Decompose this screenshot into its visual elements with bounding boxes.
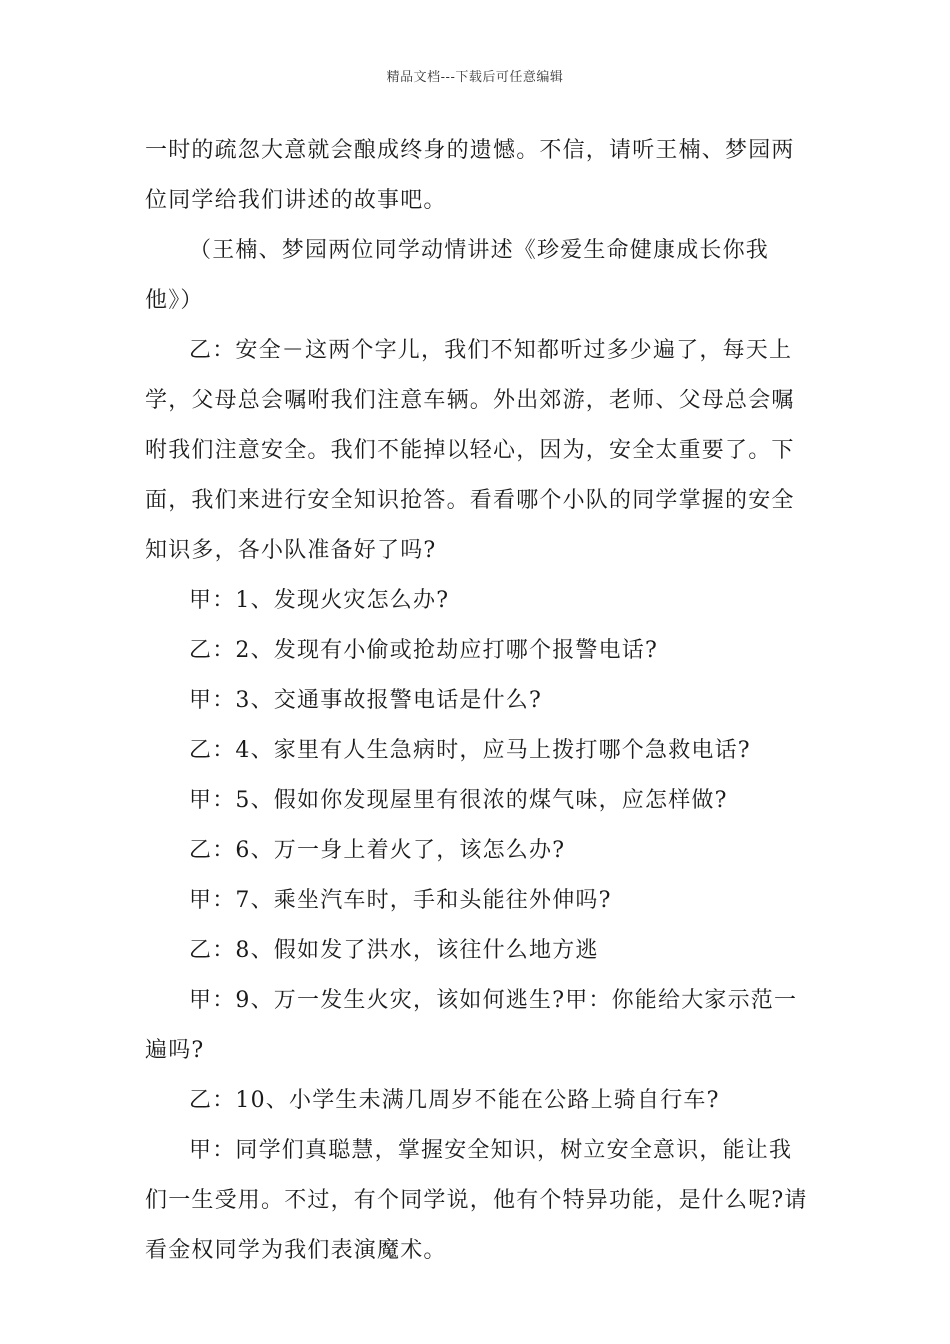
paragraph-question-2: 乙：2、发现有小偷或抢劫应打哪个报警电话? <box>189 638 658 663</box>
paragraph-question-1: 甲：1、发现火灾怎么办? <box>189 588 450 613</box>
document-body <box>145 126 810 1276</box>
page-header: 精品文档---下载后可任意编辑 <box>386 70 564 85</box>
paragraph-closing: 甲：同学们真聪慧，掌握安全知识，树立安全意识，能让我们一生受用。不过，有个同学说，他有个特异功能，是什么呢?请看金权同学为我们表演魔术。 <box>145 1138 808 1263</box>
paragraph-question-6: 乙：6、万一身上着火了，该怎么办? <box>189 838 566 863</box>
paragraph-question-7: 甲：7、乘坐汽车时，手和头能往外伸吗? <box>189 888 612 913</box>
paragraph-question-10: 乙：10、小学生未满几周岁不能在公路上骑自行车? <box>189 1088 720 1113</box>
paragraph-question-3: 甲：3、交通事故报警电话是什么? <box>189 688 542 713</box>
paragraph-question-4: 乙：4、家里有人生急病时，应马上拨打哪个急救电话? <box>189 738 751 763</box>
paragraph-question-5: 甲：5、假如你发现屋里有很浓的煤气味，应怎样做? <box>189 788 728 813</box>
paragraph-safety-intro: 乙：安全－这两个字儿，我们不知都听过多少遍了，每天上学，父母总会嘱咐我们注意车辆。外出郊游，老师、父母总会嘱咐我们注意安全。我们不能掉以轻心，因为，安全太重要了。下面，我们来进行安全知识抢答。看看哪个小队的同学掌握的安全知识多，各小队准备好了吗? <box>145 338 795 563</box>
paragraph-story-note: （王楠、梦园两位同学动情讲述《珍爱生命健康成长你我他》） <box>145 238 770 313</box>
paragraph-story-intro: 一时的疏忽大意就会酿成终身的遗憾。不信，请听王楠、梦园两位同学给我们讲述的故事吧。 <box>145 138 795 213</box>
paragraph-question-8: 乙：8、假如发了洪水，该往什么地方逃 <box>189 938 599 963</box>
paragraph-question-9: 甲：9、万一发生火灾，该如何逃生?甲：你能给大家示范一遍吗? <box>145 988 798 1063</box>
